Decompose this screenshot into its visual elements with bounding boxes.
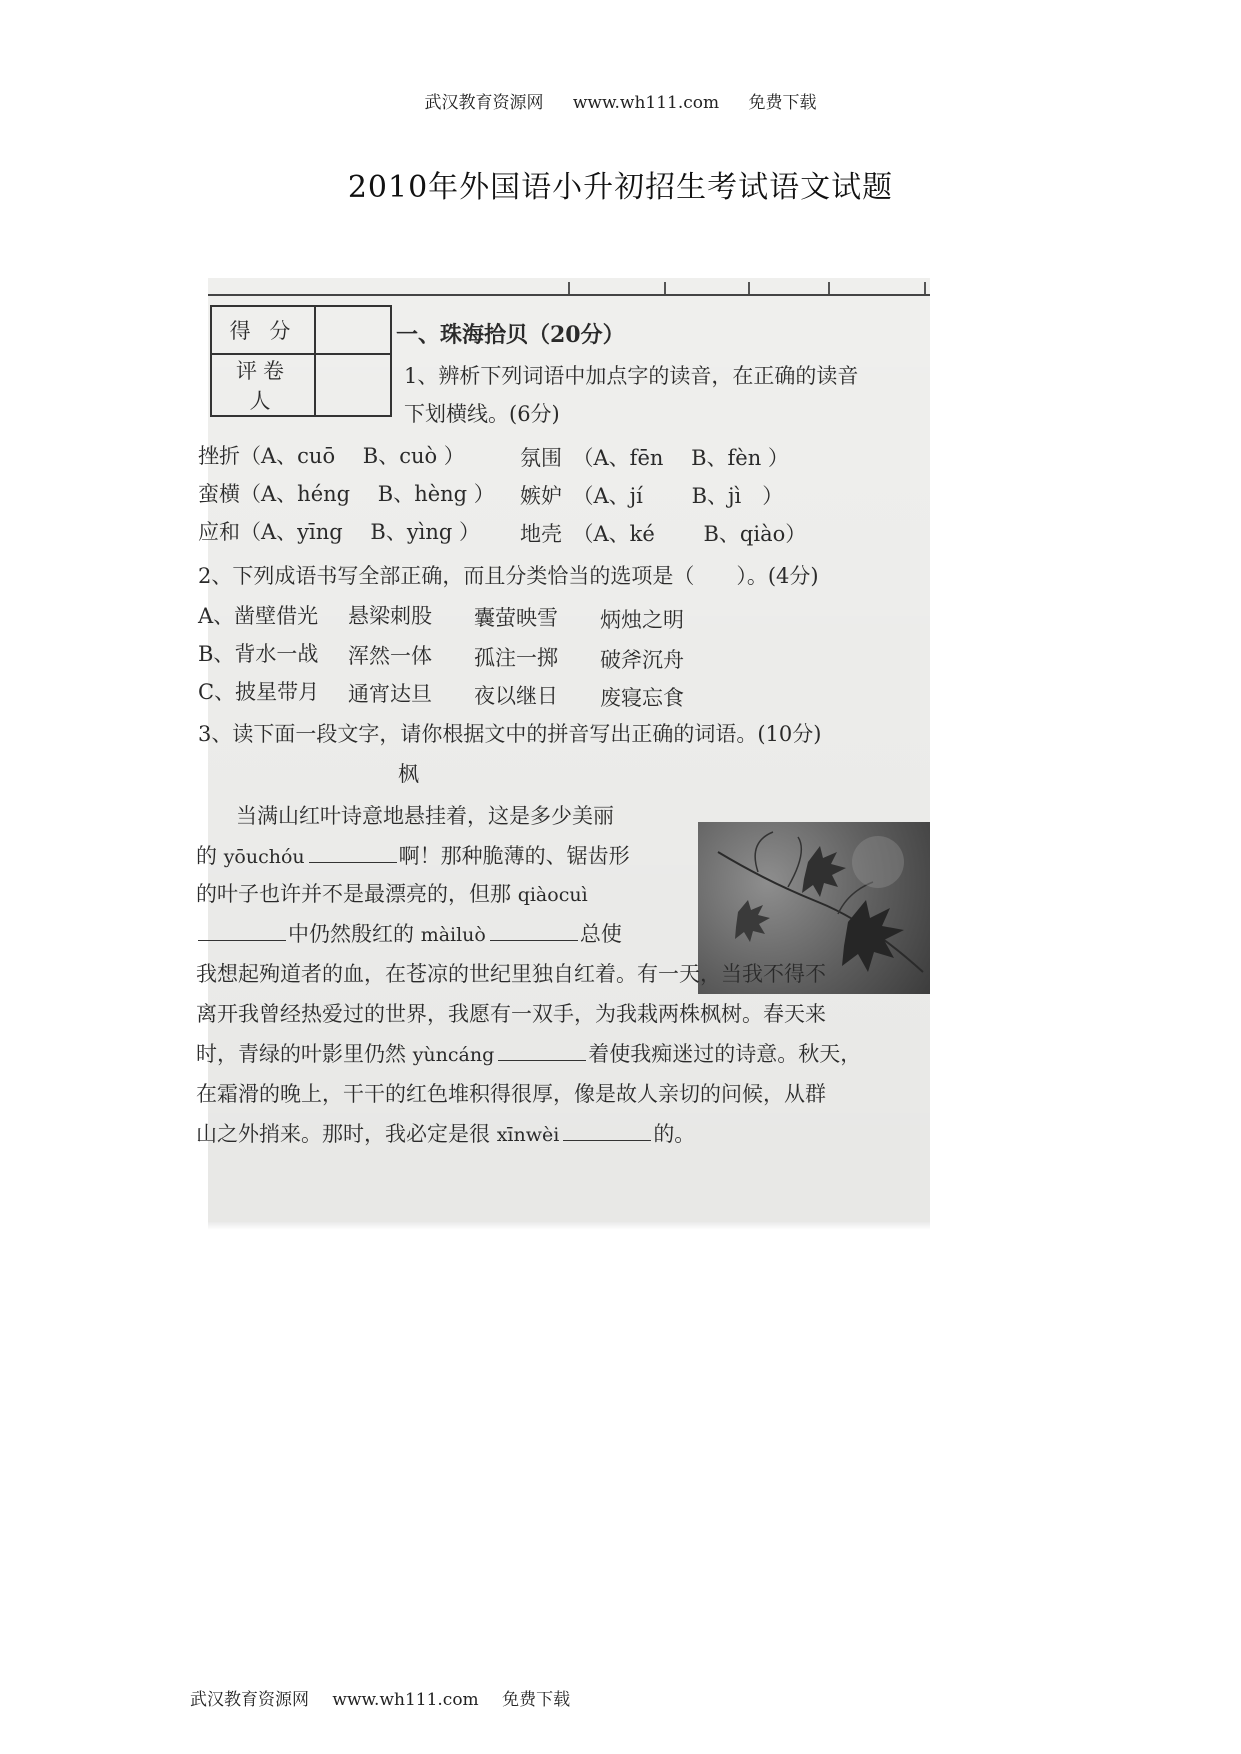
q2-option-word: 废寝忘食 xyxy=(600,686,684,710)
answer-blank[interactable] xyxy=(563,1122,651,1141)
q1-row-left: 挫折（A、cuō B、cuò ） xyxy=(198,444,465,468)
q1-row-left: 应和（A、yīng B、yìng ） xyxy=(198,520,481,544)
question-3: 3、读下面一段文字，请你根据文中的拼音写出正确的词语。(10分) xyxy=(198,722,822,746)
q2-option-word: 浑然一体 xyxy=(348,644,432,668)
sheet-bottom-fade xyxy=(208,1222,930,1230)
footer-url[interactable]: www.wh111.com xyxy=(332,1690,479,1710)
passage-text: 时，青绿的叶影里仍然 xyxy=(196,1042,406,1066)
passage-text: 啊！那种脆薄的、锯齿形 xyxy=(398,844,630,868)
passage-text: 的。 xyxy=(653,1122,696,1146)
pinyin-prompt: qiàocuì xyxy=(517,884,588,906)
passage-line xyxy=(196,1038,861,1068)
q1-row-right: 氛围 （A、fēn B、fèn ） xyxy=(520,446,789,470)
sheet-tick-mark xyxy=(924,282,926,294)
q1-row-right: 嫉妒 （A、jí B、jì ） xyxy=(520,484,784,508)
q2-option-word: 悬梁刺股 xyxy=(348,604,432,628)
passage-text: 着使我痴迷过的诗意。秋天， xyxy=(588,1042,862,1066)
q2-option-word: 通宵达旦 xyxy=(348,682,432,706)
passage-line: 离开我曾经热爱过的世界，我愿有一双手，为我栽两株枫树。春天来 xyxy=(196,1002,826,1026)
scanned-exam-sheet xyxy=(196,278,930,1230)
pinyin-prompt: yùncáng xyxy=(412,1044,495,1066)
sheet-top-rule xyxy=(208,294,930,296)
page-title: 2010年外国语小升初招生考试语文试题 xyxy=(347,170,894,205)
question-1-line-2: 下划横线。(6分) xyxy=(404,402,560,426)
answer-blank[interactable] xyxy=(198,922,286,941)
q1-row-left: 蛮横（A、héng B、hèng ） xyxy=(198,482,495,506)
score-label: 得 分 xyxy=(211,306,315,354)
header-free-download: 免费下载 xyxy=(748,93,817,113)
passage-text: 中仍然殷红的 xyxy=(288,922,414,946)
question-2: 2、下列成语书写全部正确，而且分类恰当的选项是（ ）。(4分) xyxy=(198,564,819,588)
sheet-tick-mark xyxy=(664,282,666,294)
q2-option-word: 夜以继日 xyxy=(474,684,558,708)
passage-line: 当满山红叶诗意地悬挂着，这是多少美丽 xyxy=(236,804,614,828)
passage-text: 的叶子也许并不是最漂亮的，但那 xyxy=(196,882,511,906)
answer-blank[interactable] xyxy=(309,844,397,863)
sheet-tick-mark xyxy=(828,282,830,294)
passage-line xyxy=(196,878,590,908)
header-url[interactable]: www.wh111.com xyxy=(572,93,720,113)
score-table xyxy=(210,305,392,417)
pinyin-prompt: yōuchóu xyxy=(223,846,305,868)
passage-line xyxy=(196,1118,695,1148)
q2-option-label: B、背水一战 xyxy=(198,642,319,666)
header-site-name: 武汉教育资源网 xyxy=(424,93,544,113)
score-cell xyxy=(315,306,391,354)
passage-line xyxy=(196,918,622,948)
grader-label: 评卷人 xyxy=(211,354,315,416)
passage-text: 总使 xyxy=(579,922,622,946)
question-1-line-1: 1、辨析下列词语中加点字的读音，在正确的读音 xyxy=(404,364,859,388)
page-footer xyxy=(190,1685,588,1710)
sheet-tick-mark xyxy=(748,282,750,294)
section-title: 一、珠海拾贝（20分） xyxy=(396,322,625,348)
passage-title: 枫 xyxy=(398,762,419,786)
answer-blank[interactable] xyxy=(490,922,578,941)
passage-text: 山之外捎来。那时，我必定是很 xyxy=(196,1122,490,1146)
q2-option-word: 囊萤映雪 xyxy=(474,606,558,630)
answer-blank[interactable] xyxy=(498,1042,586,1061)
sheet-tick-mark xyxy=(568,282,570,294)
q2-option-word: 炳烛之明 xyxy=(600,608,684,632)
passage-line: 我想起殉道者的血，在苍凉的世纪里独自红着。有一天，当我不得不 xyxy=(196,962,826,986)
passage-line: 在霜滑的晚上，干干的红色堆积得很厚，像是故人亲切的问候，从群 xyxy=(196,1082,826,1106)
passage-text: 的 xyxy=(196,844,217,868)
footer-site-name: 武汉教育资源网 xyxy=(190,1690,309,1710)
passage-line xyxy=(196,840,630,870)
q2-option-label: A、凿壁借光 xyxy=(198,604,319,628)
q2-option-word: 孤注一掷 xyxy=(474,646,558,670)
pinyin-prompt: xīnwèi xyxy=(496,1124,560,1146)
q1-row-right: 地壳 （A、ké B、qiào） xyxy=(520,522,807,546)
q2-option-label: C、披星带月 xyxy=(198,680,320,704)
grader-cell xyxy=(315,354,391,416)
q2-option-word: 破斧沉舟 xyxy=(600,648,684,672)
pinyin-prompt: màiluò xyxy=(420,924,486,946)
footer-free-download: 免费下载 xyxy=(502,1690,571,1710)
page-header xyxy=(0,88,1241,113)
